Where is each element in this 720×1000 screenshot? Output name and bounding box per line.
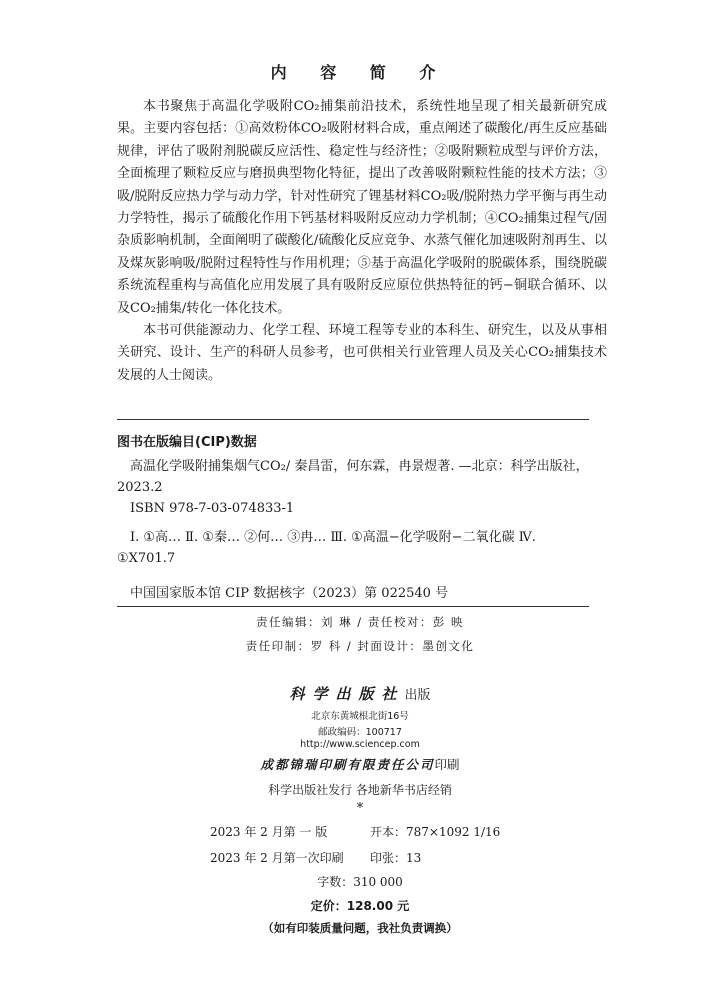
- cip-bibliography: 高温化学吸附捕集烟气CO₂/ 秦昌雷，何东霖，冉景煜著. —北京：科学出版社，2023.2: [117, 459, 589, 495]
- summary-title: 内 容 简 介: [270, 63, 450, 82]
- publisher-postcode: 邮政编码：100717: [318, 727, 402, 738]
- summary-paragraph: 本书聚焦于高温化学吸附CO₂捕集前沿技术，系统性地呈现了相关最新研究成果。主要内容包括：①高效粉体CO₂吸附材料合成，重点阐述了碳酸化/再生反应基础规律，评估了吸附剂脱碳反应活性、稳定性与经济性；②吸附颗粒成型与评价方法，全面梳理了颗粒反应与磨损典型物化特征，提出了改善吸附颗粒性能的技术方法；③吸/脱附反应热力学与动力学，针对性研究了锂基材料CO₂吸/脱附热力学平衡与再生动力学特性，揭示了硫酸化作用下钙基材料吸附反应动力学机制；④CO₂捕集过程气/固杂质影响机制，全面阐明了碳酸化/硫酸化反应竞争、水蒸气催化加速吸附剂再生、以及煤灰影响吸/脱附过程特性与作用机理；⑤基于高温化学吸附的脱碳体系，围绕脱碳系统流程重构与高值化应用发展了具有吸附反应原位供热特征的钙−铜联合循环、以及CO₂捕集/转化一体化技术。: [117, 99, 607, 316]
- cip-divider-bottom: [117, 606, 589, 607]
- quality-notice: （如有印装质量问题，我社负责调换）: [262, 921, 458, 935]
- publisher-address: 北京东黄城根北街16号: [311, 711, 409, 722]
- credits-editors: 责任编辑：刘 琳 / 责任校对：彭 映: [256, 615, 464, 629]
- sheets-info: 印张：13: [370, 851, 422, 865]
- cip-isbn: ISBN 978-7-03-074833-1: [130, 501, 295, 516]
- printing-info: 2023 年 2 月第一次印刷: [210, 851, 344, 865]
- publisher-line: [0, 683, 720, 704]
- cip-heading: 图书在版编目(CIP)数据: [117, 435, 257, 450]
- cip-classification: Ⅰ. ①高… Ⅱ. ①秦… ②何… ③冉… Ⅲ. ①高温−化学吸附−二氧化碳 Ⅳ. ①X701.7: [117, 530, 536, 566]
- distribution-line: 科学出版社发行 各地新华书店经销: [268, 783, 452, 797]
- summary-body: [117, 96, 607, 387]
- format-info: 开本：787×1092 1/16: [370, 825, 501, 839]
- printer-suffix: 印刷: [434, 757, 460, 772]
- spec-row-edition: [0, 823, 720, 840]
- summary-paragraph: 本书可供能源动力、化学工程、环境工程等专业的本科生、研究生，以及从事相关研究、设计、生产的科研人员参考，也可供相关行业管理人员及关心CO₂捕集技术发展的人士阅读。: [117, 323, 607, 383]
- printer-name: 成都锦瑞印刷有限责任公司: [260, 757, 435, 772]
- cip-divider-top: [117, 419, 589, 420]
- printer-line: [0, 755, 720, 773]
- publisher-logo: 科学出版社: [289, 685, 405, 703]
- publisher-suffix: 出版: [404, 688, 431, 703]
- publisher-url: http://www.sciencep.com: [300, 739, 420, 750]
- edition-info: 2023 年 2 月第 一 版: [210, 825, 328, 839]
- credits-production: 责任印制：罗 科 / 封面设计：墨创文化: [245, 639, 475, 653]
- price: 定价：128.00 元: [310, 899, 410, 913]
- cip-record-number: 中国国家版本馆 CIP 数据核字（2023）第 022540 号: [130, 586, 449, 601]
- word-count: 字数：310 000: [317, 875, 403, 889]
- separator-star: *: [356, 801, 364, 816]
- spec-row-printing: [0, 849, 720, 866]
- cip-block: [117, 456, 589, 569]
